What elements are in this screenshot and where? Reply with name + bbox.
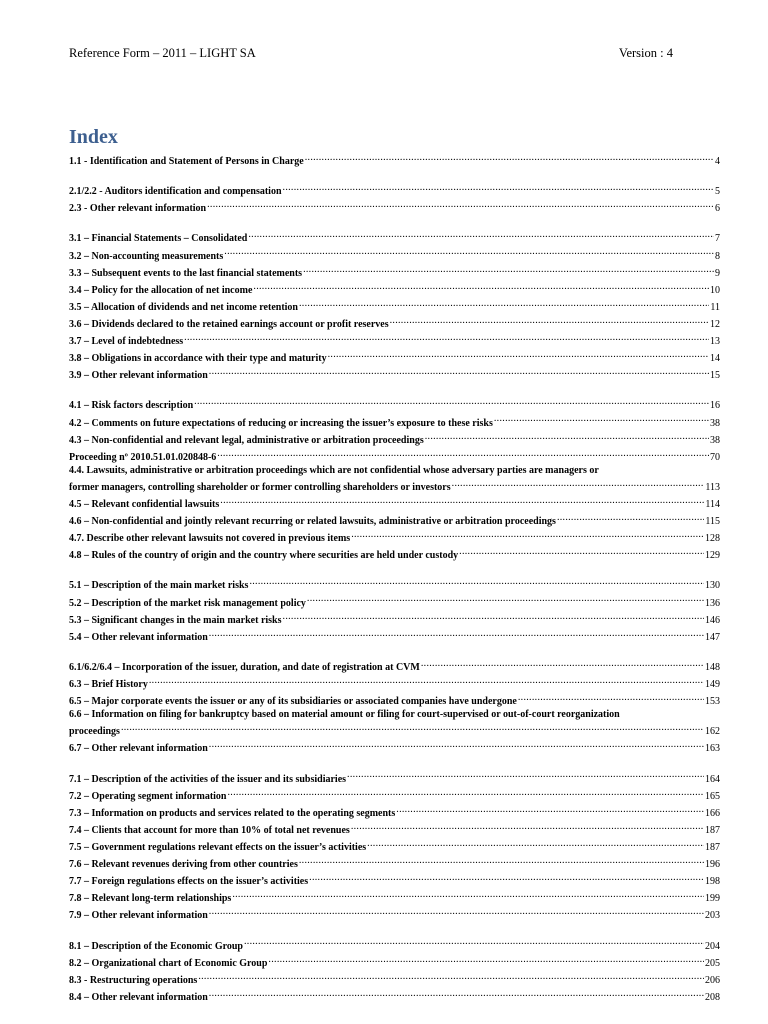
toc-dot-leader [232,888,704,901]
toc-page-number: 10 [710,284,720,296]
toc-page-number: 147 [705,631,720,643]
toc-page-number: 164 [705,773,720,785]
toc-page-number: 5 [715,186,720,198]
toc-entry[interactable] [69,953,720,970]
toc-entry[interactable] [69,593,720,610]
toc-page-number: 12 [710,318,720,330]
toc-entry[interactable] [69,151,720,168]
toc-page-number: 113 [705,481,720,493]
toc-entry-label: 1.1 - Identification and Statement of Persons in Charge [69,156,304,167]
toc-entry[interactable] [69,511,720,528]
toc-entry[interactable] [69,528,720,545]
toc-dot-leader [351,528,704,541]
toc-entry[interactable] [69,674,720,691]
toc-dot-leader [249,575,704,588]
toc-dot-leader [209,627,704,640]
toc-entry-label: 6.1/6.2/6.4 – Incorporation of the issuer, duration, and date of registration at CVM [69,661,420,673]
toc-dot-leader [347,769,704,782]
toc-page-number: 149 [705,679,720,690]
toc-entry-label-line[interactable]: 4.4. Lawsuits, administrative or arbitration proceedings which are not confidential whose adversary parties are managers or [69,464,599,476]
toc-page-number: 204 [705,940,720,952]
toc-page-number: 163 [705,743,720,755]
toc-entry-label: 7.6 – Relevant revenues deriving from other countries [69,859,298,871]
toc-entry-label: 7.7 – Foreign regulations effects on the issuer’s activities [69,876,309,888]
toc-entry-label: 4.1 – Risk factors description [69,400,194,412]
toc-entry-label: 8.2 – Organizational chart of Economic Group [69,957,268,969]
toc-entry[interactable] [69,627,720,644]
toc-entry-label: 7.4 – Clients that account for more than 10% of total net revenues [69,824,350,836]
toc-entry-label: 5.1 – Description of the main market risks [69,580,249,592]
toc-section [69,657,720,756]
toc-entry[interactable] [69,228,720,245]
toc-page-number: 187 [705,824,720,836]
toc-entry-label: 4.5 – Relevant confidential lawsuits [69,498,220,510]
toc-page-number: 114 [705,498,720,510]
toc-entry-label: 7.9 – Other relevant information [69,910,208,922]
toc-entry[interactable] [69,477,720,494]
toc-dot-leader [557,511,704,524]
toc-dot-leader [518,691,704,704]
toc-page-number: 38 [710,434,720,446]
toc-entry[interactable] [69,610,720,627]
toc-dot-leader [425,430,709,443]
toc-dot-leader [367,837,704,850]
toc-entry[interactable] [69,263,720,280]
toc-page-number: 7 [715,233,720,245]
toc-dot-leader [198,970,704,983]
toc-entry-label: 8.1 – Description of the Economic Group [69,940,243,952]
toc-dot-leader [248,228,714,241]
toc-section [69,395,720,562]
toc-entry[interactable] [69,545,720,562]
toc-page-number: 8 [715,250,720,262]
toc-section [69,575,720,643]
toc-page-number: 196 [705,859,720,871]
toc-page-number: 13 [710,336,720,348]
toc-dot-leader [459,545,704,558]
toc-dot-leader [184,331,709,344]
toc-entry[interactable] [69,365,720,382]
toc-dot-leader [421,657,704,670]
index-title: Index [69,126,118,148]
toc-dot-leader [307,593,704,606]
toc-page-number: 148 [705,661,720,673]
toc-page-number: 14 [710,353,720,365]
toc-entry-label: 4.7. Describe other relevant lawsuits not covered in previous items [69,533,351,545]
toc-entry-label: 4.6 – Non-confidential and jointly relevant recurring or related lawsuits, administrative or arbitration proceedings [69,516,556,528]
toc-page-number: 4 [715,156,720,167]
toc-dot-leader [283,610,704,623]
toc-dot-leader [299,854,704,867]
toc-dot-leader [149,674,704,687]
page-header [69,45,673,61]
toc-dot-leader [452,477,705,490]
toc-entry[interactable] [69,575,720,592]
toc-entry-label: 4.3 – Non-confidential and relevant legal, administrative or arbitration proceedings [69,434,424,446]
toc-page-number: 16 [710,400,720,412]
toc-entry-label: 4.2 – Comments on future expectations of reducing or increasing the issuer’s exposure to these risks [69,417,493,429]
toc-entry[interactable] [69,246,720,263]
toc-dot-leader [209,738,704,751]
toc-dot-leader [217,447,709,460]
toc-entry[interactable] [69,820,720,837]
toc-dot-leader [309,871,704,884]
toc-entry-label: 6.3 – Brief History [69,679,148,690]
toc-entry[interactable] [69,987,720,1004]
toc-entry[interactable] [69,181,720,198]
toc-page-number: 162 [705,726,720,738]
toc-page-number: 203 [705,910,720,922]
toc-entry-label: 3.7 – Level of indebtedness [69,336,184,348]
toc-entry-label: 7.3 – Information on products and services related to the operating segments [69,807,396,819]
toc-section [69,936,720,1004]
toc-entry[interactable] [69,691,720,708]
toc-entry-label-line[interactable]: 6.6 – Information on filing for bankruptcy based on material amount or filing for court-supervised or out-of-court reorganization [69,709,620,721]
toc-entry-label: proceedings [69,726,120,738]
toc-dot-leader [121,721,704,734]
header-document-title: Reference Form – 2011 – LIGHT SA [69,46,256,60]
header-version: Version : 4 [618,46,673,60]
toc-entry[interactable] [69,721,720,738]
toc-entry[interactable] [69,854,720,871]
toc-entry[interactable] [69,803,720,820]
toc-entry[interactable] [69,657,720,674]
toc-page-number: 11 [710,301,720,313]
toc-dot-leader [253,280,709,293]
toc-page-number: 70 [710,451,720,463]
toc-entry-label: Proceeding nº 2010.51.01.020848-6 [69,451,217,463]
toc-section [69,769,720,923]
toc-entry[interactable] [69,413,720,430]
toc-entry-label: 8.3 - Restructuring operations [69,974,198,986]
toc-entry-label: 2.1/2.2 - Auditors identification and compensation [69,186,282,198]
toc-entry[interactable] [69,769,720,786]
toc-dot-leader [299,297,709,310]
toc-dot-leader [351,820,704,833]
toc-page-number: 146 [705,614,720,626]
toc-dot-leader [396,803,704,816]
toc-entry[interactable] [69,494,720,511]
toc-entry[interactable] [69,348,720,365]
toc-entry[interactable] [69,738,720,755]
toc-dot-leader [328,348,709,361]
toc-entry[interactable] [69,297,720,314]
toc-entry-label: 3.8 – Obligations in accordance with their type and maturity [69,353,327,365]
toc-dot-leader [228,786,705,799]
toc-section [69,181,720,215]
toc-page-number: 38 [710,417,720,429]
toc-entry[interactable] [69,786,720,803]
toc-dot-leader [209,987,704,1000]
toc-entry-label: 7.8 – Relevant long-term relationships [69,893,232,905]
toc-page-number: 205 [705,957,720,969]
toc-entry-label: 5.3 – Significant changes in the main market risks [69,614,282,626]
toc-entry-label: 5.2 – Description of the market risk management policy [69,597,306,609]
toc-entry-label: former managers, controlling shareholder or former controlling shareholders or investors [69,481,451,493]
toc-entry[interactable] [69,280,720,297]
toc-dot-leader [207,198,714,211]
toc-page-number: 15 [710,370,720,382]
toc-page-number: 165 [705,790,720,802]
toc-page-number: 208 [705,991,720,1003]
toc-entry[interactable] [69,936,720,953]
toc-entry[interactable] [69,837,720,854]
toc-entry-label: 3.2 – Non-accounting measurements [69,250,224,262]
toc-dot-leader [224,246,714,259]
toc-entry-label: 3.6 – Dividends declared to the retained earnings account or profit reserves [69,318,389,330]
toc-dot-leader [194,395,709,408]
toc-entry[interactable] [69,888,720,905]
toc-entry[interactable] [69,430,720,447]
toc-dot-leader [303,263,714,276]
toc-entry[interactable] [69,331,720,348]
toc-page-number: 199 [705,893,720,905]
table-of-contents [69,151,720,1017]
toc-page-number: 6 [715,203,720,215]
toc-page-number: 206 [705,974,720,986]
toc-dot-leader [220,494,704,507]
toc-dot-leader [494,413,709,426]
toc-dot-leader [244,936,704,949]
toc-entry-label: 8.4 – Other relevant information [69,991,208,1003]
toc-section [69,151,720,168]
toc-section [69,228,720,382]
toc-dot-leader [283,181,714,194]
toc-dot-leader [268,953,704,966]
toc-page-number: 130 [705,580,720,592]
toc-entry-label: 6.7 – Other relevant information [69,743,208,755]
toc-entry-label: 6.5 – Major corporate events the issuer or any of its subsidiaries or associated companies have undergone [69,696,517,708]
toc-entry-label: 5.4 – Other relevant information [69,631,208,643]
toc-entry-label: 7.1 – Description of the activities of the issuer and its subsidiaries [69,773,347,785]
toc-page-number: 187 [705,841,720,853]
toc-entry-label: 3.3 – Subsequent events to the last financial statements [69,267,303,279]
toc-entry[interactable] [69,314,720,331]
toc-entry-label: 3.1 – Financial Statements – Consolidated [69,233,248,245]
toc-page-number: 115 [705,516,720,528]
toc-page-number: 198 [705,876,720,888]
toc-entry-label: 3.4 – Policy for the allocation of net income [69,284,253,296]
toc-entry-label: 7.2 – Operating segment information [69,790,227,802]
toc-dot-leader [305,151,714,164]
toc-entry-label: 3.9 – Other relevant information [69,370,208,382]
toc-entry[interactable] [69,905,720,922]
toc-entry[interactable] [69,970,720,987]
toc-page-number: 166 [705,807,720,819]
toc-entry-label: 3.5 – Allocation of dividends and net income retention [69,301,298,313]
toc-entry[interactable] [69,395,720,412]
toc-page-number: 153 [705,696,720,708]
toc-page-number: 136 [705,597,720,609]
toc-entry-label: 7.5 – Government regulations relevant effects on the issuer’s activities [69,841,367,853]
toc-entry[interactable] [69,871,720,888]
toc-page-number: 9 [715,267,720,279]
toc-dot-leader [209,365,709,378]
toc-page-number: 129 [705,550,720,562]
toc-dot-leader [390,314,709,327]
toc-entry[interactable] [69,447,720,464]
toc-dot-leader [209,905,704,918]
toc-entry-label: 4.8 – Rules of the country of origin and the country where securities are held under custody [69,550,459,562]
toc-entry-label: 2.3 - Other relevant information [69,203,207,215]
toc-page-number: 128 [705,533,720,545]
toc-entry[interactable] [69,198,720,215]
